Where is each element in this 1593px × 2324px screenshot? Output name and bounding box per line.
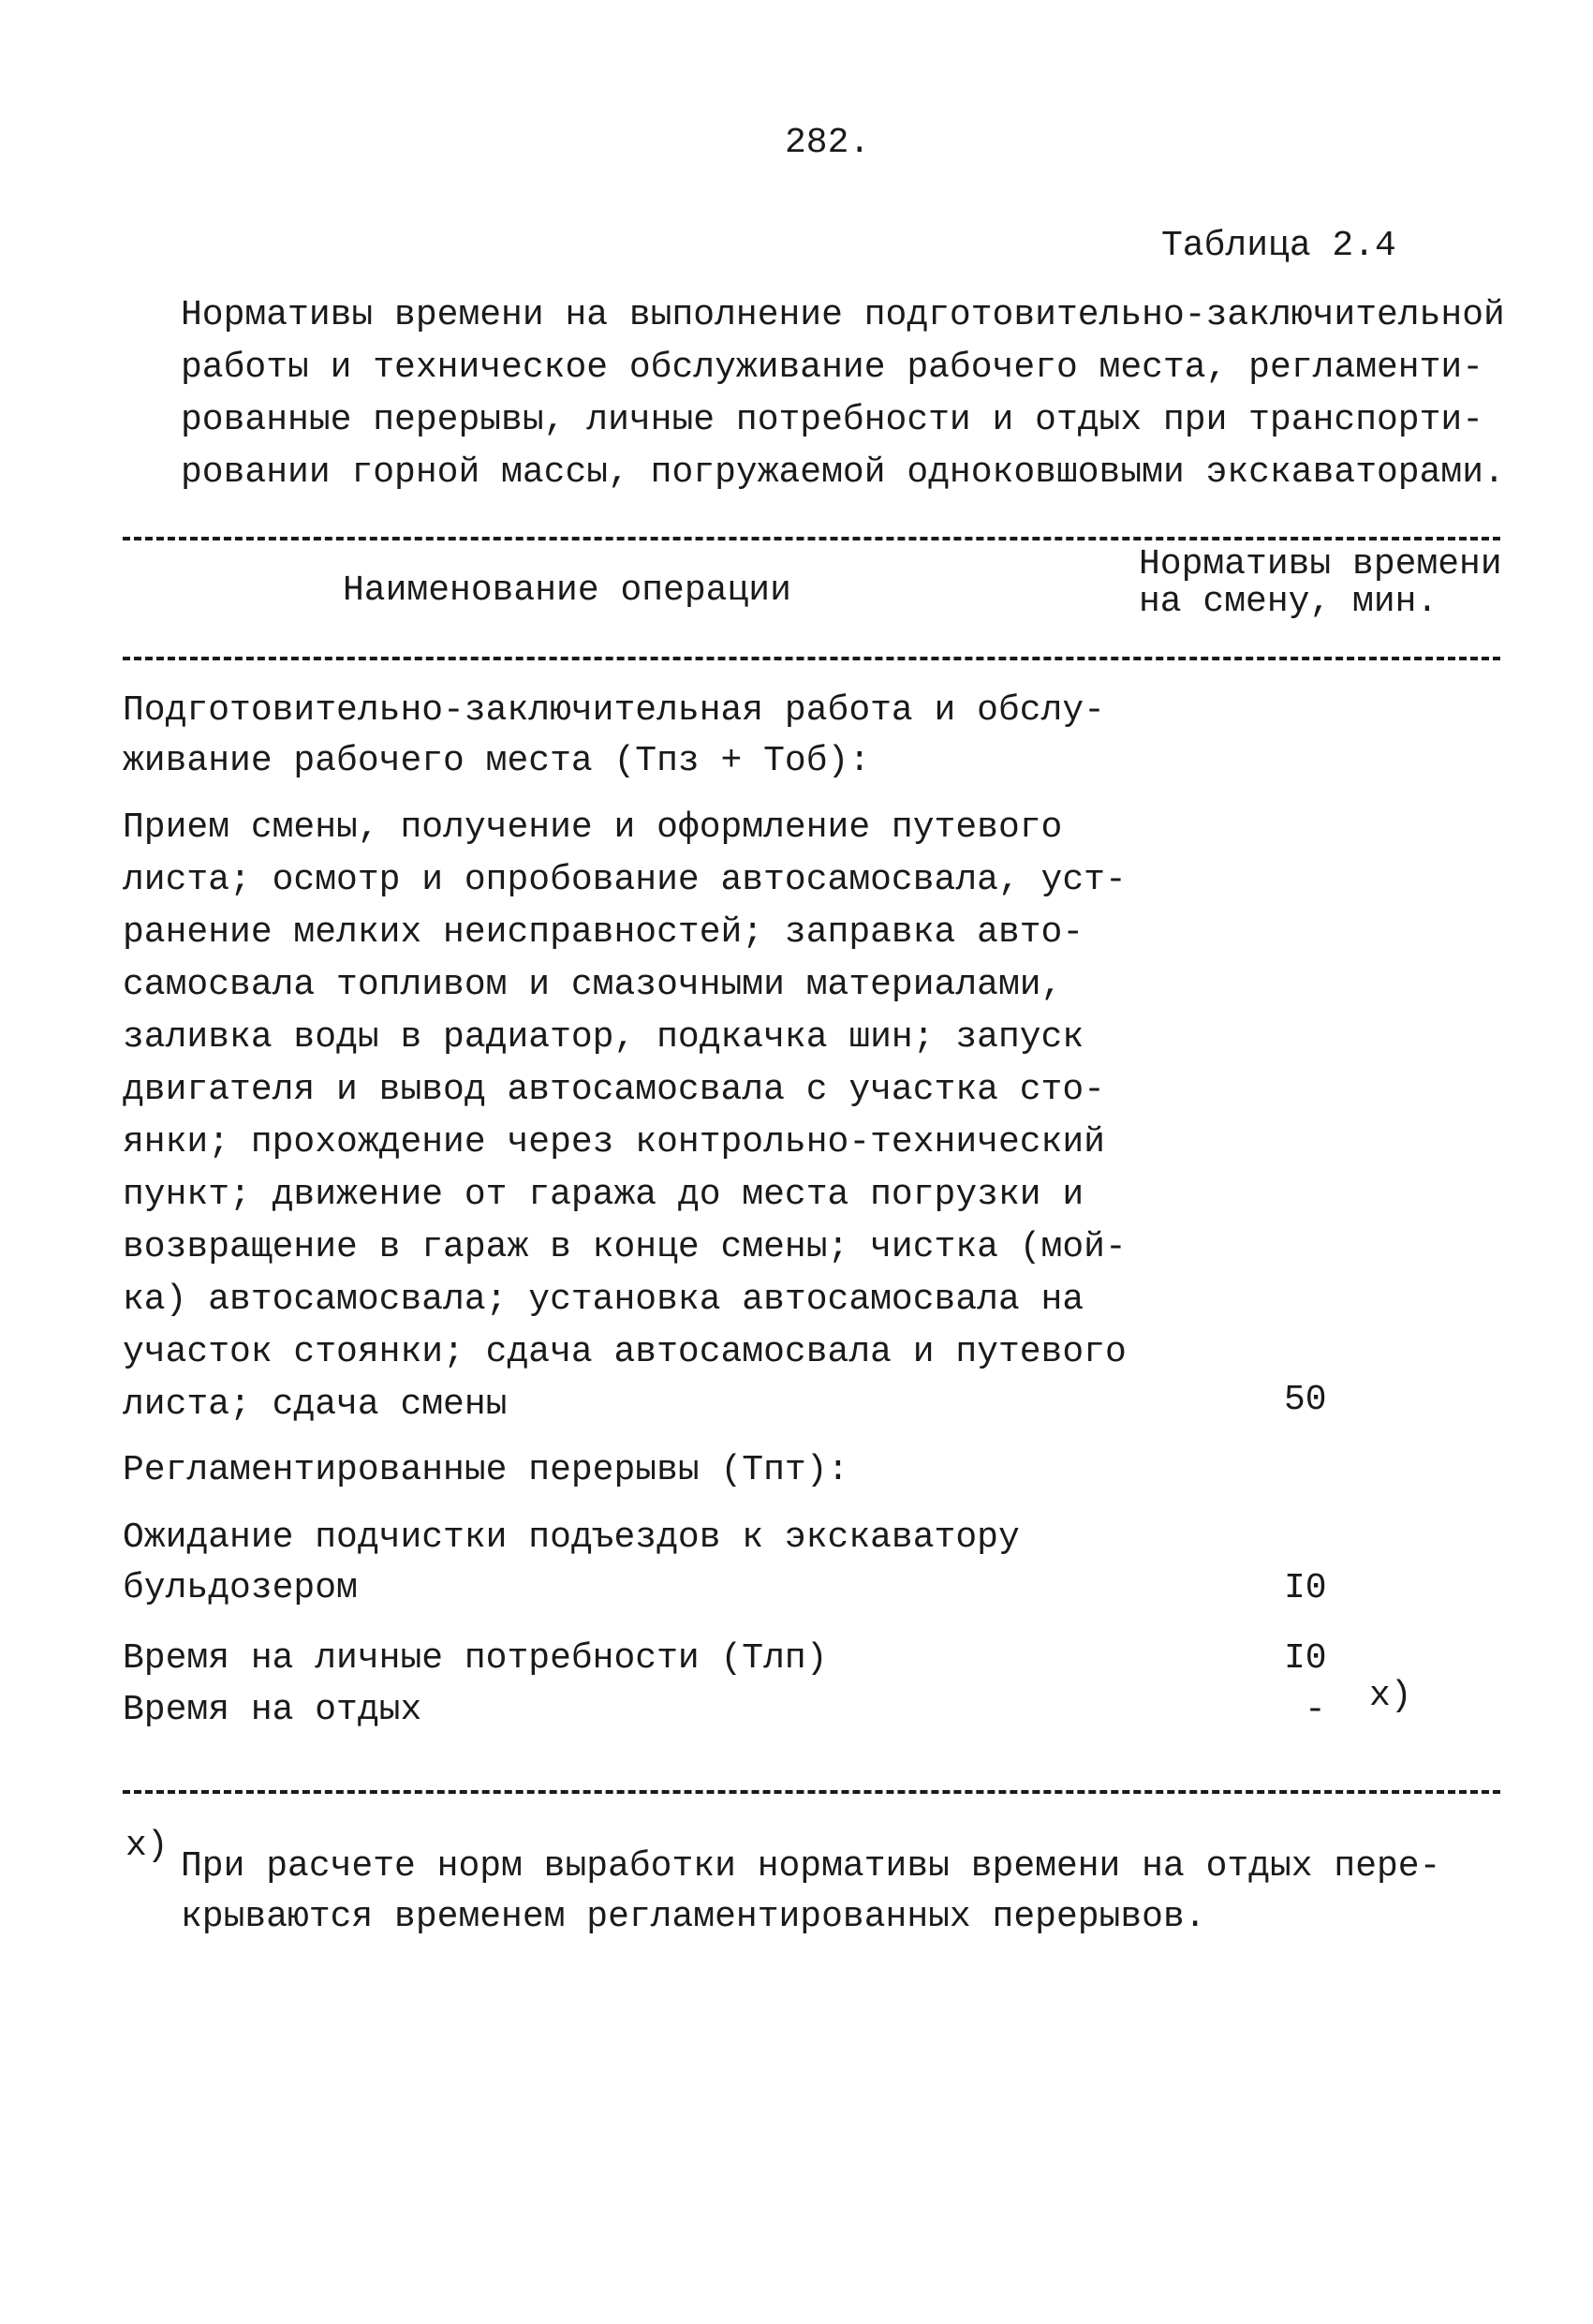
table-text-line: листа; осмотр и опробование автосамосвала, уст- [123,860,1127,900]
table-text-line: листа; сдача смены [123,1384,508,1425]
table-text-line: ка) автосамосвала; установка автосамосвала на [123,1280,1084,1320]
table-text-line: Ожидание подчистки подъездов к экскаватору [123,1517,1020,1558]
norm-value-breaks: I0 [1284,1568,1327,1608]
norm-value-personal-needs: I0 [1284,1638,1327,1679]
norm-value-preparatory: 50 [1284,1380,1327,1420]
operation-description [123,1513,1020,1614]
section-title-breaks: Регламентированные перерывы (Тпт): [123,1450,849,1490]
heading-line: ровании горной массы, погружаемой одноковшовыми экскаваторами. [181,452,1505,493]
table-bottom-rule [123,1790,1500,1794]
rest-label: Время на отдых [123,1690,422,1730]
footnote-mark: x) [125,1826,169,1866]
footnote-line: крываются временем регламентированных перерывов. [181,1897,1206,1937]
table-text-line: живание рабочего места (Тпз + Тоб): [123,741,871,781]
table-text-line: самосвала топливом и смазочными материалами, [123,965,1063,1005]
heading-line: Нормативы времени на выполнение подготовительно-заключительной [181,295,1505,335]
table-text-line: участок стоянки; сдача автосамосвала и путевого [123,1332,1127,1372]
table-text-line: заливка воды в радиатор, подкачка шин; запуск [123,1017,1084,1058]
table-text-line: ранение мелких неисправностей; заправка авто- [123,912,1084,953]
norm-value-rest: - [1305,1690,1326,1730]
table-text-line: возвращение в гараж в конце смены; чистка (мой- [123,1227,1127,1267]
table-text-line: бульдозером [123,1568,358,1608]
page-number: 282. [785,123,871,163]
table-text-line: двигателя и вывод автосамосвала с участка сто- [123,1070,1105,1110]
operation-description [123,802,1127,1431]
table-text-line: янки; прохождение через контрольно-технический [123,1122,1105,1162]
rest-footnote-mark: x) [1369,1676,1412,1716]
table-label: Таблица 2.4 [1161,226,1396,266]
footnote-text [181,1842,1440,1943]
personal-needs-label: Время на личные потребности (Тлп) [123,1638,828,1679]
heading-line: рованные перерывы, личные потребности и отдых при транспорти- [181,400,1484,440]
section-title-preparatory [123,686,1105,787]
footnote-line: При расчете норм выработки нормативы времени на отдых пере- [181,1846,1441,1887]
heading-line: работы и техническое обслуживание рабочего места, регламенти- [181,348,1484,388]
table-text-line: Прием смены, получение и оформление путевого [123,807,1063,848]
table-heading [181,289,1505,499]
operation-column-header: Наименование операции [343,570,791,611]
norm-header-line: на смену, мин. [1139,582,1438,622]
norm-column-header [1139,546,1502,621]
table-top-rule [123,537,1500,540]
table-text-line: пункт; движение от гаража до места погрузки и [123,1175,1084,1215]
table-header-rule [123,657,1500,660]
norm-header-line: Нормативы времени [1139,544,1502,585]
table-text-line: Подготовительно-заключительная работа и обслу- [123,690,1105,731]
